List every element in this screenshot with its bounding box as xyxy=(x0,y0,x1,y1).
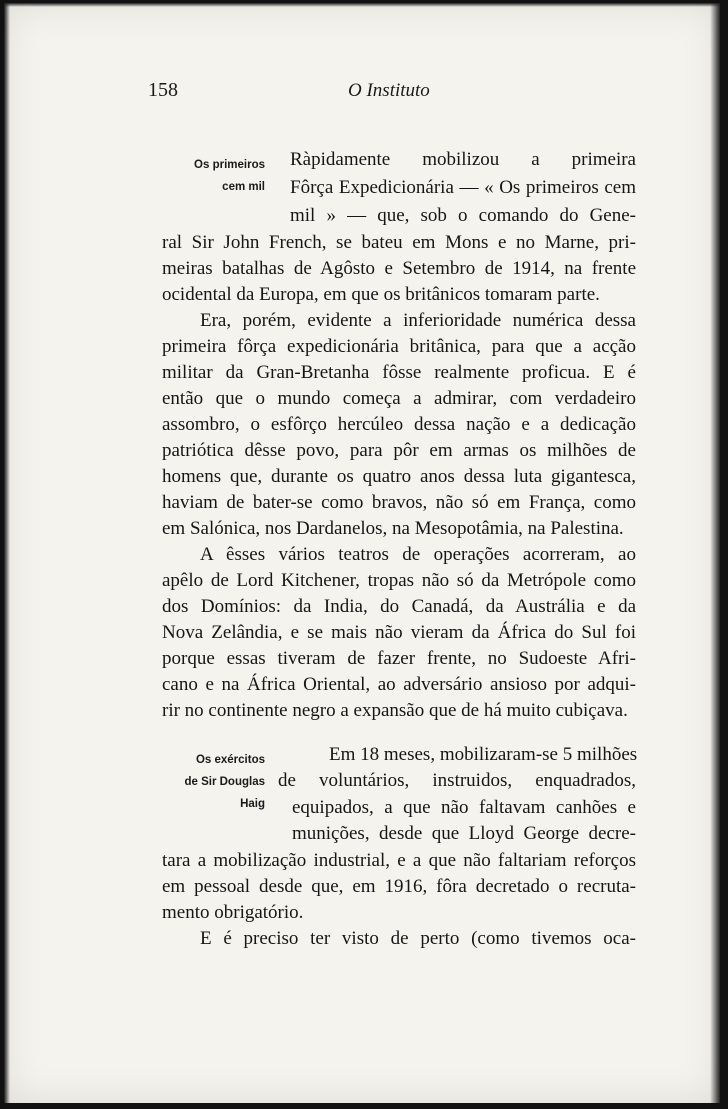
body-line: munições, desde que Lloyd George decre- xyxy=(292,823,636,844)
body-line: Era, porém, evidente a inferioridade numérica dessa xyxy=(200,310,636,331)
body-line: em pessoal desde que, em 1916, fôra decretado o recruta- xyxy=(162,876,636,897)
side-note-primeiros-cem-mil xyxy=(170,154,265,198)
body-line: A êsses vários teatros de operações acorreram, ao xyxy=(200,544,636,565)
body-line: assombro, o esfôrço hercúleo dessa nação e a dedicação xyxy=(162,414,636,435)
body-line: tara a mobilização industrial, e a que não faltariam reforços xyxy=(162,850,636,871)
body-line: primeira fôrça expedicionária britânica, para que a acção xyxy=(162,336,636,357)
body-line: Ràpidamente mobilizou a primeira xyxy=(290,149,636,170)
side-note-line: Haig xyxy=(240,798,265,810)
body-line: dos Domínios: da India, do Canadá, da Austrália e da xyxy=(162,596,636,617)
page-number: 158 xyxy=(148,79,178,101)
body-line: mil » — que, sob o comando do Gene- xyxy=(290,205,636,226)
body-line: em Salónica, nos Dardanelos, na Mesopotâmia, na Palestina. xyxy=(162,518,624,539)
body-line: E é preciso ter visto de perto (como tivemos oca- xyxy=(200,928,636,949)
body-line: mento obrigatório. xyxy=(162,902,304,923)
side-note-line: cem mil xyxy=(222,181,265,193)
body-line: Nova Zelândia, e se mais não vieram da África do Sul foi xyxy=(162,622,636,643)
body-line: meiras batalhas de Agôsto e Setembro de 1914, na frente xyxy=(162,258,636,279)
side-note-line: Os primeiros xyxy=(194,159,265,171)
body-line: patriótica dêsse povo, para pôr em armas os milhões de xyxy=(162,440,636,461)
body-line: haviam de bater-se como bravos, não só em França, como xyxy=(162,492,636,513)
body-line: ral Sir John French, se bateu em Mons e no Marne, pri- xyxy=(162,232,636,253)
body-line: militar da Gran-Bretanha fôsse realmente proficua. E é xyxy=(162,362,636,383)
body-line: Em 18 meses, mobilizaram-se 5 milhões xyxy=(329,744,638,765)
body-line: de voluntários, instruidos, enquadrados, xyxy=(278,770,636,791)
page-edge-shadow-top xyxy=(4,3,720,7)
book-page xyxy=(4,3,720,1103)
body-line: ocidental da Europa, em que os britânicos tomaram parte. xyxy=(162,284,600,305)
page-edge-shadow-left xyxy=(4,3,10,1103)
body-line: homens que, durante os quatro anos dessa luta gigantesca, xyxy=(162,466,636,487)
side-note-line: de Sir Douglas xyxy=(184,776,265,788)
running-title: O Instituto xyxy=(348,80,430,101)
page-edge-shadow-right xyxy=(710,3,720,1103)
side-note-exercitos-douglas-haig xyxy=(170,749,265,815)
side-note-line: Os exércitos xyxy=(195,754,265,766)
body-line: cano e na África Oriental, ao adversário ansioso por adqui- xyxy=(162,674,636,695)
body-line: Fôrça Expedicionária — « Os primeiros cem xyxy=(290,177,636,198)
body-line: apêlo de Lord Kitchener, tropas não só da Metrópole como xyxy=(162,570,636,591)
body-line: então que o mundo começa a admirar, com verdadeiro xyxy=(162,388,636,409)
body-line: porque essas tiveram de fazer frente, no Sudoeste Afri- xyxy=(162,648,636,669)
body-line: rir no continente negro a expansão que de há muito cubiçava. xyxy=(162,700,628,721)
body-line: equipados, a que não faltavam canhões e xyxy=(292,797,636,818)
